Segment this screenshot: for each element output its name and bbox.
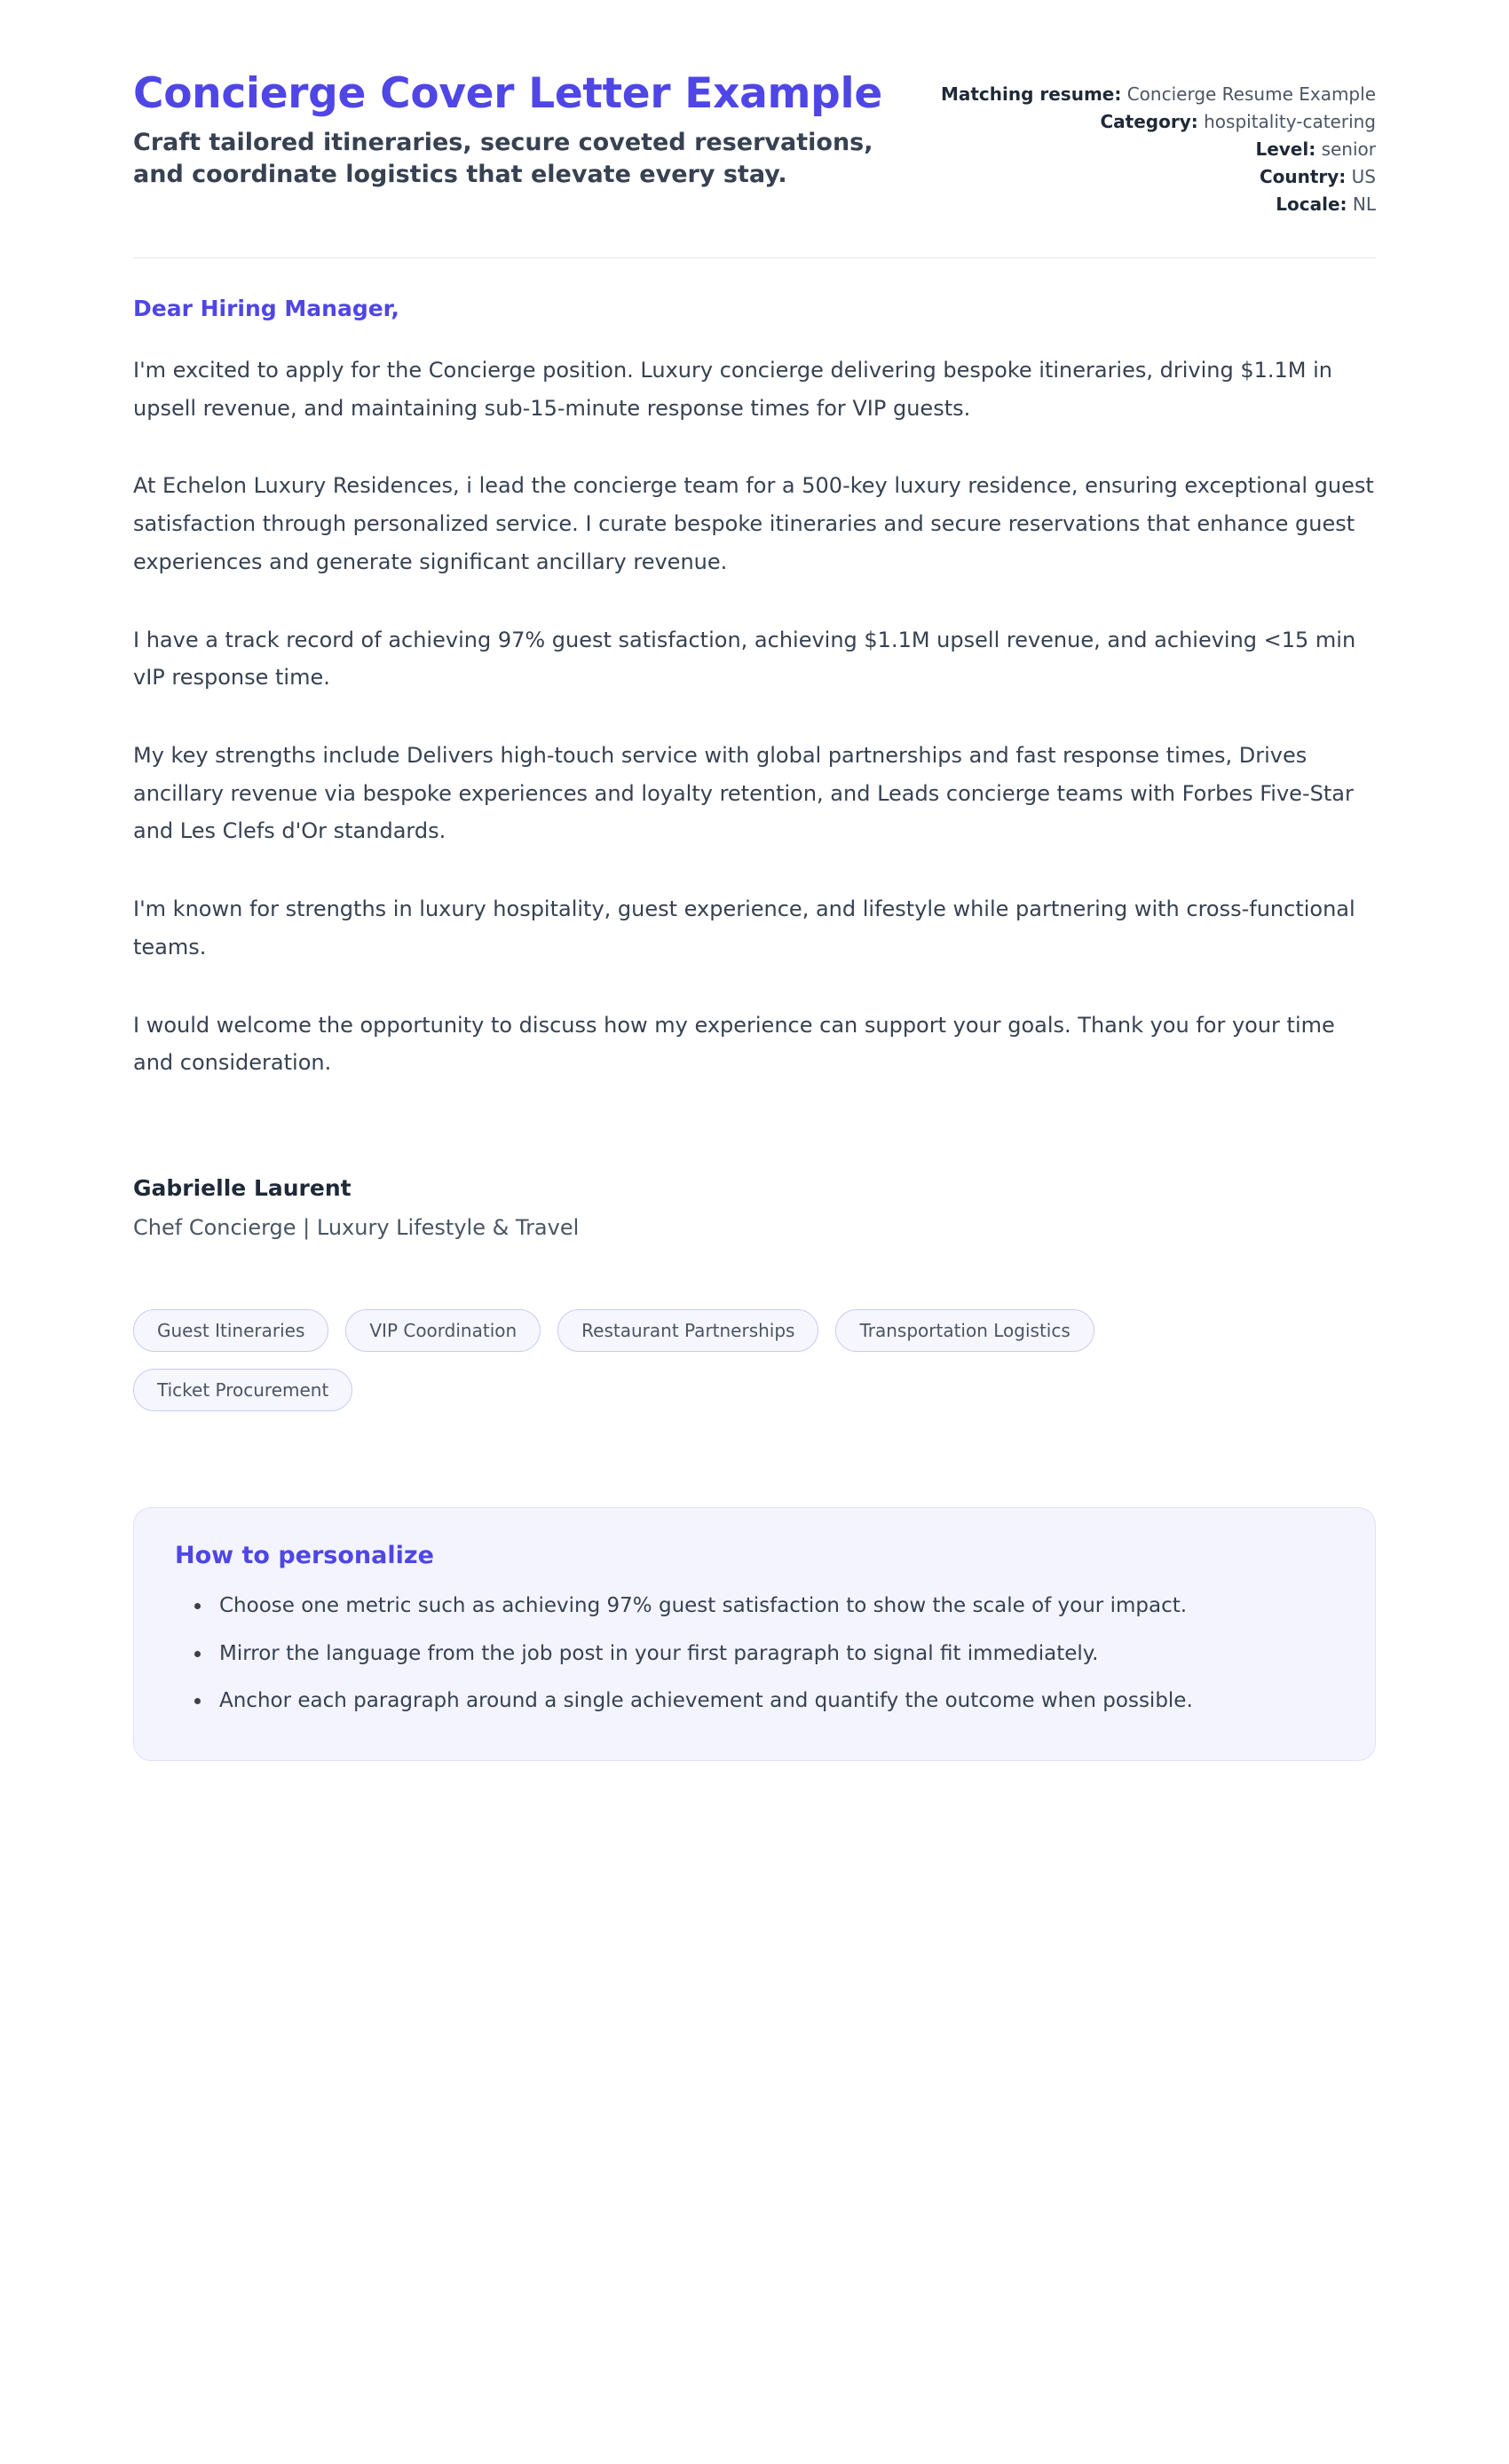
letter-salutation: Dear Hiring Manager,	[133, 296, 399, 321]
letter-paragraph: At Echelon Luxury Residences, i lead the concierge team for a 500-key luxury residence, ensuring exceptional guest satisfaction through personalized service. I curate bespoke itineraries and secure reservations that enhance guest experiences and generate significant ancillary revenue.	[133, 473, 1374, 574]
signature-role: Chef Concierge | Luxury Lifestyle & Travel	[133, 1215, 580, 1241]
letter-paragraph: I have a track record of achieving 97% guest satisfaction, achieving $1.1M upsell revenue, and achieving <15 min vIP response time.	[133, 627, 1356, 691]
meta-value: Concierge Resume Example	[1126, 83, 1376, 105]
document-metadata	[941, 71, 1376, 219]
meta-label: Locale:	[1276, 193, 1347, 215]
signature-name: Gabrielle Laurent	[133, 1175, 352, 1202]
page-subtitle: Craft tailored itineraries, secure coveted reservations, and coordinate logistics that elevate every stay.	[133, 128, 873, 188]
meta-category	[941, 109, 1376, 135]
skill-tag[interactable]: Restaurant Partnerships	[557, 1309, 818, 1352]
letter-paragraph: I would welcome the opportunity to discuss how my experience can support your goals. Thank you for your time and consideration.	[133, 1012, 1335, 1076]
tips-list	[175, 1589, 1334, 1719]
skill-tag[interactable]: VIP Coordination	[345, 1309, 541, 1352]
skill-tag[interactable]: Ticket Procurement	[133, 1369, 352, 1411]
meta-value: NL	[1352, 193, 1376, 215]
skill-tag-list	[133, 1309, 1287, 1411]
list-item: • Anchor each paragraph around a single achievement and quantify the outcome when possible.	[212, 1684, 1334, 1719]
page-title: Concierge Cover Letter Example	[133, 69, 882, 118]
signature-block	[133, 1175, 1376, 1240]
meta-value: US	[1351, 166, 1376, 187]
meta-value: hospitality-catering	[1204, 111, 1376, 132]
meta-locale	[941, 192, 1376, 217]
letter-paragraph: I'm excited to apply for the Concierge position. Luxury concierge delivering bespoke itineraries, driving $1.1M in upsell revenue, and maintaining sub-15-minute response times for VIP guests.	[133, 358, 1332, 421]
letter-paragraph: I'm known for strengths in luxury hospitality, guest experience, and lifestyle while partnering with cross-functional teams.	[133, 896, 1355, 960]
meta-label: Matching resume:	[940, 83, 1122, 105]
document-header	[133, 71, 1376, 219]
header-text-block	[133, 71, 888, 191]
letter-paragraph: My key strengths include Delivers high-touch service with global partnerships and fast response times, Drives ancillary revenue via bespoke experiences and loyalty retention, and Leads concierge teams with Forbes Five-Star and Les Clefs d'Or standards.	[133, 743, 1354, 844]
meta-label: Level:	[1255, 138, 1316, 160]
meta-matching-resume	[941, 82, 1376, 107]
letter-body	[133, 258, 1376, 1240]
meta-level	[941, 137, 1376, 162]
meta-label: Category:	[1100, 111, 1198, 132]
meta-country	[941, 164, 1376, 190]
meta-value: senior	[1321, 138, 1376, 160]
tips-title: How to personalize	[175, 1542, 434, 1570]
list-item: • Mirror the language from the job post in your first paragraph to signal fit immediately.	[212, 1637, 1334, 1672]
skill-tag[interactable]: Guest Itineraries	[133, 1309, 328, 1352]
skill-tag[interactable]: Transportation Logistics	[835, 1309, 1094, 1352]
list-item: • Choose one metric such as achieving 97% guest satisfaction to show the scale of your impact.	[212, 1589, 1334, 1624]
meta-label: Country:	[1259, 166, 1347, 187]
personalization-tips-panel	[133, 1507, 1376, 1761]
